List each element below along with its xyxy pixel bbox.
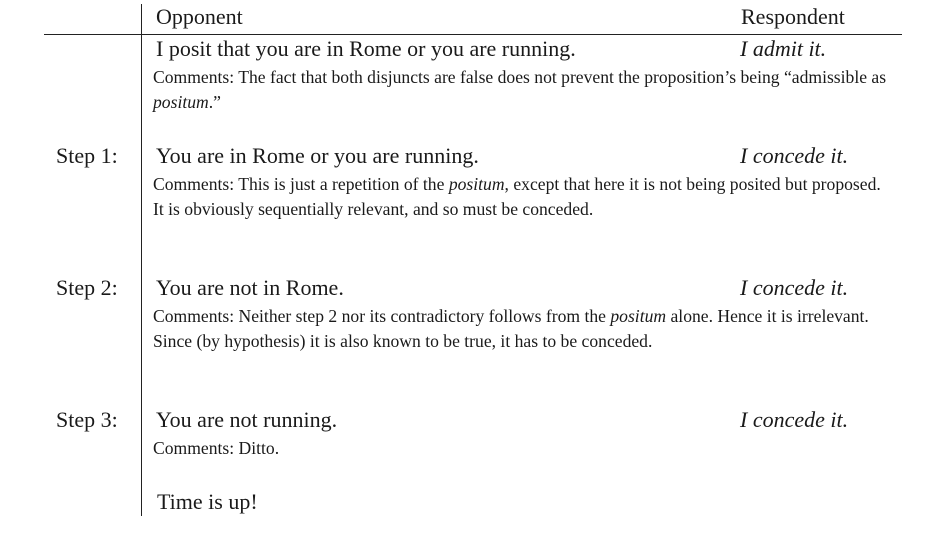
comment-text: alone. Hence it is irrelevant. Since (by hypothesis) it is also known to be true, it has to be conceded. <box>153 306 869 351</box>
step-label-3: Step 3: <box>56 407 118 432</box>
reply-positum: I admit it. <box>740 36 827 61</box>
header-opponent: Opponent <box>156 4 243 29</box>
reply-step-3: I concede it. <box>740 407 849 432</box>
final-move: Time is up! <box>157 489 258 514</box>
comment-emphasis: positum <box>610 306 667 326</box>
step-label-2: Step 2: <box>56 275 118 300</box>
header-respondent: Respondent <box>741 4 845 29</box>
comment-text: , except that here it is not being posited but proposed. It is obviously sequentially relevant, and so must be conceded. <box>153 174 881 219</box>
comment-text: .” <box>208 92 221 112</box>
column-divider-vertical <box>141 4 142 516</box>
reply-step-2: I concede it. <box>740 275 849 300</box>
move-step-3: You are not running. <box>156 407 338 432</box>
comment-text: Comments: The fact that both disjuncts are false does not prevent the proposition’s being “admissible as <box>153 67 887 87</box>
comment-text: Comments: Ditto. <box>153 438 280 458</box>
step-label-1: Step 1: <box>56 143 118 168</box>
header-rule <box>44 34 902 35</box>
comment-text: Comments: Neither step 2 nor its contradictory follows from the <box>153 306 611 326</box>
comment-text: Comments: This is just a repetition of the <box>153 174 449 194</box>
comment-step-2 <box>153 304 893 354</box>
comment-step-1 <box>153 172 893 222</box>
reply-step-1: I concede it. <box>740 143 849 168</box>
comment-emphasis: positum <box>153 92 209 112</box>
move-step-2: You are not in Rome. <box>156 275 344 300</box>
comment-emphasis: positum <box>448 174 505 194</box>
comment-step-3 <box>153 436 893 461</box>
move-step-1: You are in Rome or you are running. <box>156 143 479 168</box>
comment-positum <box>153 65 893 115</box>
move-positum: I posit that you are in Rome or you are running. <box>156 36 576 61</box>
